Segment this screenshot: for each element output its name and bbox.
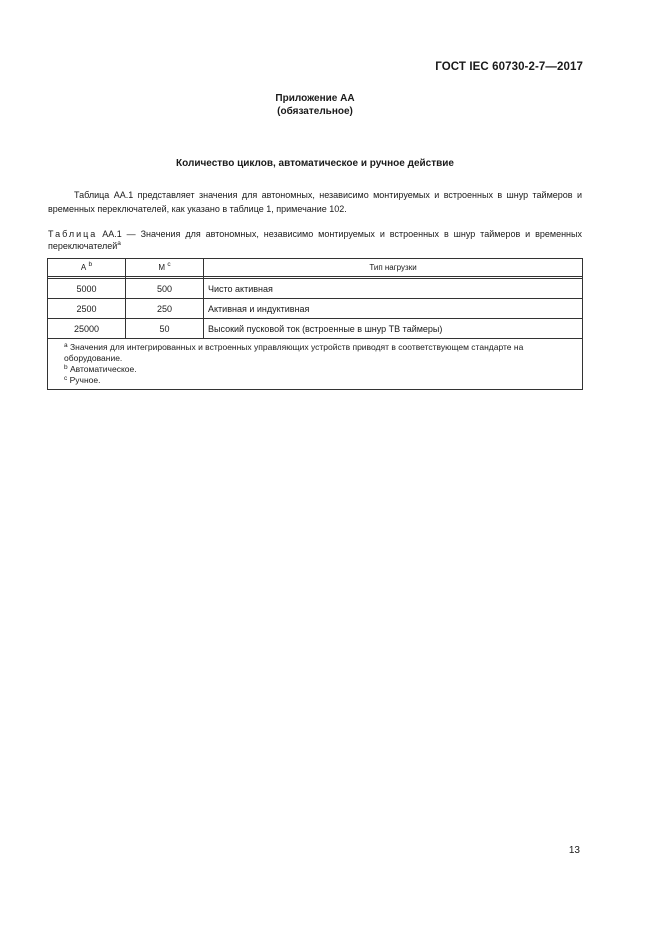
table-caption-prefix: Таблица <box>48 229 98 239</box>
table-row <box>48 319 583 339</box>
page-number: 13 <box>568 845 580 856</box>
section-title: Количество циклов, автоматическое и ручное действие <box>176 158 454 169</box>
table-note: $^c$ Ручное. <box>64 375 101 385</box>
annex-status: (обязательное) <box>277 106 353 117</box>
header-a: А $^b$ <box>48 259 126 277</box>
cell-m: 250 <box>126 299 204 319</box>
intro-paragraph: Таблица АА.1 представляет значения для автономных, независимо монтируемых и встроенных в шнур таймеров и временных переключателей, как указано в таблице 1, примечание 102. <box>48 190 582 214</box>
table-row <box>48 279 583 299</box>
cell-load: Чисто активная <box>204 279 583 299</box>
cell-m: 500 <box>126 279 204 299</box>
cell-a: 2500 <box>48 299 126 319</box>
table-note: $^a$ Значения для интегрированных и встроенных управляющих устройств приводят в соответствующем стандарте на оборудование. <box>64 342 524 363</box>
table-caption <box>48 228 582 252</box>
header-m: М $^c$ <box>126 259 204 277</box>
cell-a: 25000 <box>48 319 126 339</box>
table-header-row <box>48 259 583 277</box>
cell-a: 5000 <box>48 279 126 299</box>
table-notes-row <box>48 339 583 390</box>
table-note: $^b$ Автоматическое. <box>64 364 137 374</box>
table-caption-number: АА.1 — <box>102 229 136 239</box>
cell-load: Высокий пусковой ток (встроенные в шнур ТВ таймеры) <box>204 319 583 339</box>
table-notes <box>48 339 583 390</box>
table-caption-mark: a <box>117 240 121 247</box>
annex-title: Приложение АА <box>275 93 355 104</box>
cell-load: Активная и индуктивная <box>204 299 583 319</box>
standard-code: ГОСТ IEC 60730-2-7—2017 <box>435 61 583 73</box>
table-caption-text: Значения для автономных, независимо монтируемых и встроенных в шнур таймеров и временных переключателей <box>48 229 583 251</box>
cycles-table <box>47 258 583 390</box>
annex-heading <box>0 92 630 118</box>
header-load-type: Тип нагрузки <box>204 259 583 277</box>
table-row <box>48 299 583 319</box>
cell-m: 50 <box>126 319 204 339</box>
